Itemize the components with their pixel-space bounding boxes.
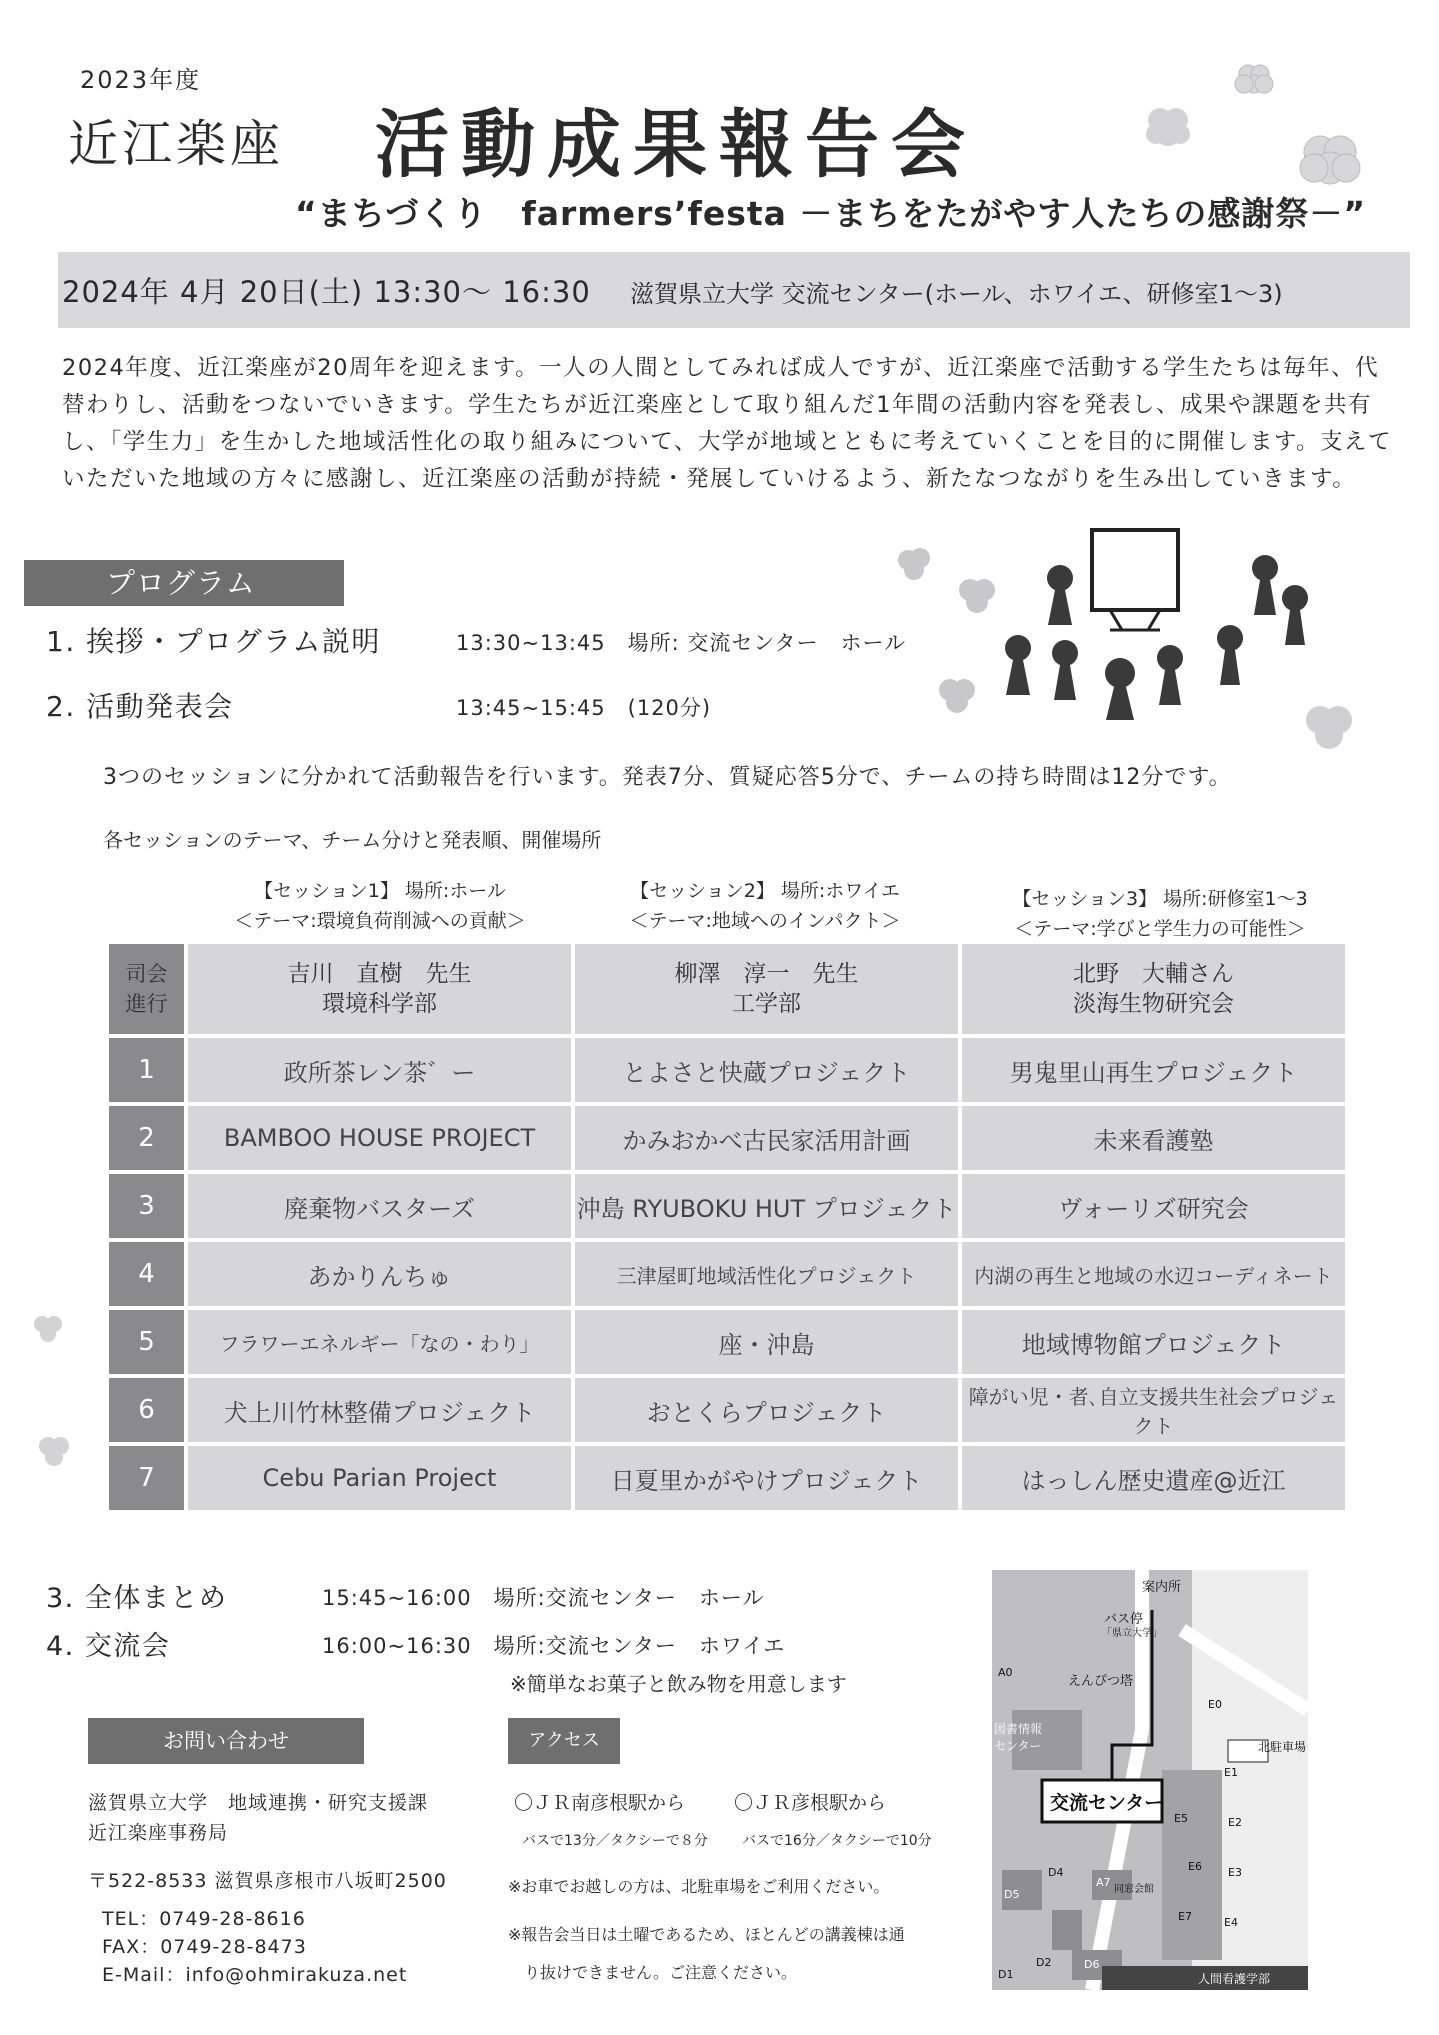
contact-fax: FAX：0749-28-8473 bbox=[102, 1936, 307, 1958]
session-2-header: 【セッション2】 場所:ホワイエ ＜テーマ:地域へのインパクト＞ bbox=[629, 880, 901, 932]
program-item-2: 2. 活動発表会 bbox=[46, 690, 234, 723]
refreshment-note: ※簡単なお菓子と飲み物を用意します bbox=[510, 1672, 847, 1696]
session-3-moderator: 北野 大輔さん 淡海生物研究会 bbox=[962, 944, 1349, 1038]
map-label-building: A0 bbox=[998, 1666, 1013, 1679]
map-label-building: E1 bbox=[1224, 1766, 1238, 1779]
program-item-1-time: 13:30~13:45 場所: 交流センター ホール bbox=[456, 631, 907, 655]
map-label-building: D1 bbox=[998, 1968, 1014, 1981]
contact-org: 滋賀県立大学 地域連携・研究支援課 bbox=[88, 1792, 429, 1814]
intro-text: 2024年度、近江楽座が20周年を迎えます。一人の人間としてみれば成人ですが、近江楽座で活動する学生たちは毎年、代替わりし、活動をつないでいきます。学生たちが近江楽座として取り組んだ1年間の活動内容を発表し、成果や課題を共有し、「学生力」を生かした地域活性化の取り組みについて、大学が地域とともに考えていくことを目的に開催します。支えていただいた地域の方々に感謝し、近江楽座の活動が持続・発展していけるよう、新たなつながりを生み出していきます。 bbox=[62, 355, 1393, 492]
table-row: 6 犬上川竹林整備プロジェクト おとくらプロジェクト 障がい児・者､自立支援共生社会プロジェクト bbox=[109, 1378, 1349, 1446]
table-row: 4 あかりんちゅ 三津屋町地域活性化プロジェクト 内湖の再生と地域の水辺コーディネート bbox=[109, 1242, 1349, 1310]
map-label-nursing: 人間看護学部 bbox=[1198, 1972, 1271, 1986]
flower-decoration-icon bbox=[28, 1310, 68, 1350]
session-1-header: 【セッション1】 場所:ホール ＜テーマ:環境負荷削減への貢献＞ bbox=[234, 880, 526, 932]
session-subnote: 各セッションのテーマ、チーム分けと発表順、開催場所 bbox=[103, 828, 602, 852]
program-item-4: 4. 交流会 bbox=[46, 1631, 171, 1662]
map-label-building: D5 bbox=[1004, 1888, 1020, 1901]
map-label-building: E7 bbox=[1178, 1910, 1192, 1923]
map-label-building: E6 bbox=[1188, 1860, 1202, 1873]
access-from-minami-hikone: 〇ＪＲ南彦根駅から bbox=[514, 1792, 686, 1814]
map-label-building: E4 bbox=[1224, 1916, 1238, 1929]
table-row: 2 BAMBOO HOUSE PROJECT かみおかべ古民家活用計画 未来看護塾 bbox=[109, 1106, 1349, 1174]
table-row: 1 政所茶レン茶゛ー とよさと快蔵プロジェクト 男鬼里山再生プロジェクト bbox=[109, 1038, 1349, 1106]
building-note-1: ※報告会当日は土曜であるため、ほとんどの講義棟は通 bbox=[508, 1925, 905, 1944]
organization-name: 近江楽座 bbox=[68, 115, 284, 173]
moderator-label: 司会 進行 bbox=[109, 944, 188, 1038]
map-label-building: E2 bbox=[1228, 1816, 1242, 1829]
map-label-tower: えんぴつ塔 bbox=[1068, 1674, 1134, 1689]
map-label-center: 交流センター bbox=[1050, 1792, 1164, 1814]
map-label-building: D2 bbox=[1036, 1956, 1052, 1969]
program-item-3-time: 15:45~16:00 場所:交流センター ホール bbox=[322, 1586, 765, 1610]
building-note-2: り抜けできません。ご注意ください。 bbox=[524, 1963, 797, 1982]
table-row bbox=[109, 944, 1349, 1038]
map-label-hall: 同窓会館 bbox=[1114, 1884, 1154, 1895]
program-heading: プログラム bbox=[24, 560, 344, 606]
page-title: 活動成果報告会 bbox=[375, 102, 977, 188]
map-label-building: A7 bbox=[1096, 1876, 1111, 1889]
contact-address: 〒522-8533 滋賀県彦根市八坂町2500 bbox=[88, 1870, 447, 1892]
contact-email[interactable]: E-Mail：info@ohmirakuza.net bbox=[102, 1964, 408, 1986]
access-detail-1: バスで13分／タクシーで８分 bbox=[522, 1833, 708, 1849]
session-note: 3つのセッションに分かれて活動報告を行います。発表7分、質疑応答5分で、チームの持ち時間は12分です。 bbox=[103, 765, 1232, 790]
contact-heading: お問い合わせ bbox=[88, 1718, 364, 1764]
contact-office: 近江楽座事務局 bbox=[88, 1822, 229, 1844]
page-subtitle: “まちづくり farmers’festa －まちをたがやす人たちの感謝祭－” bbox=[295, 194, 1367, 233]
program-item-4-time: 16:00~16:30 場所:交流センター ホワイエ bbox=[322, 1634, 786, 1658]
parking-note: ※お車でお越しの方は、北駐車場をご利用ください。 bbox=[508, 1877, 890, 1896]
table-row: 5 フラワーエネルギー「なの・わり」 座・沖島 地域博物館プロジェクト bbox=[109, 1310, 1349, 1378]
table-row: 3 廃棄物バスターズ 沖島 RYUBOKU HUT プロジェクト ヴォーリズ研究会 bbox=[109, 1174, 1349, 1242]
map-label-info: 案内所 bbox=[1142, 1580, 1182, 1595]
program-item-3: 3. 全体まとめ bbox=[46, 1583, 228, 1614]
flower-decoration-icon bbox=[34, 1432, 74, 1472]
map-label-building: E3 bbox=[1228, 1866, 1242, 1879]
map-label-bus-sub: 「県立大学」 bbox=[1102, 1628, 1162, 1639]
date-venue-bar bbox=[58, 252, 1410, 328]
access-detail-2: バスで16分／タクシーで10分 bbox=[742, 1833, 932, 1849]
map-label-bus: バス停 bbox=[1104, 1612, 1144, 1627]
map-label-building: D4 bbox=[1048, 1866, 1064, 1879]
event-date: 2024年 4月 20日(土) 13:30～ 16:30 bbox=[62, 275, 591, 309]
access-heading: アクセス bbox=[508, 1718, 620, 1764]
session-3-header: 【セッション3】 場所:研修室1～3 ＜テーマ:学びと学生力の可能性＞ bbox=[1012, 888, 1308, 940]
table-row: 7 Cebu Parian Project 日夏里かがやけプロジェクト はっしん歴史遺産@近江 bbox=[109, 1446, 1349, 1514]
presentation-illustration-icon bbox=[890, 520, 1410, 750]
flower-decoration-icon bbox=[1140, 100, 1200, 160]
session-2-moderator: 柳澤 淳一 先生 工学部 bbox=[575, 944, 962, 1038]
access-from-hikone: 〇ＪＲ彦根駅から bbox=[734, 1792, 887, 1814]
session-1-moderator: 吉川 直樹 先生 環境科学部 bbox=[188, 944, 575, 1038]
map-label-building: D6 bbox=[1084, 1958, 1100, 1971]
map-label-building: E0 bbox=[1208, 1698, 1222, 1711]
campus-map bbox=[992, 1570, 1308, 1990]
program-item-1: 1. 挨拶・プログラム説明 bbox=[46, 625, 381, 658]
flower-decoration-icon bbox=[1220, 52, 1420, 212]
event-venue: 滋賀県立大学 交流センター(ホール、ホワイエ、研修室1～3) bbox=[630, 280, 1283, 308]
map-label-library: 図書情報センター bbox=[994, 1722, 1043, 1753]
map-label-building: E5 bbox=[1174, 1812, 1188, 1825]
program-item-2-time: 13:45~15:45 (120分) bbox=[456, 696, 712, 720]
fiscal-year: 2023年度 bbox=[80, 66, 202, 94]
session-schedule-table bbox=[109, 944, 1349, 1514]
map-label-parking: 北駐車場 bbox=[1258, 1740, 1307, 1754]
contact-tel: TEL：0749-28-8616 bbox=[102, 1908, 306, 1930]
